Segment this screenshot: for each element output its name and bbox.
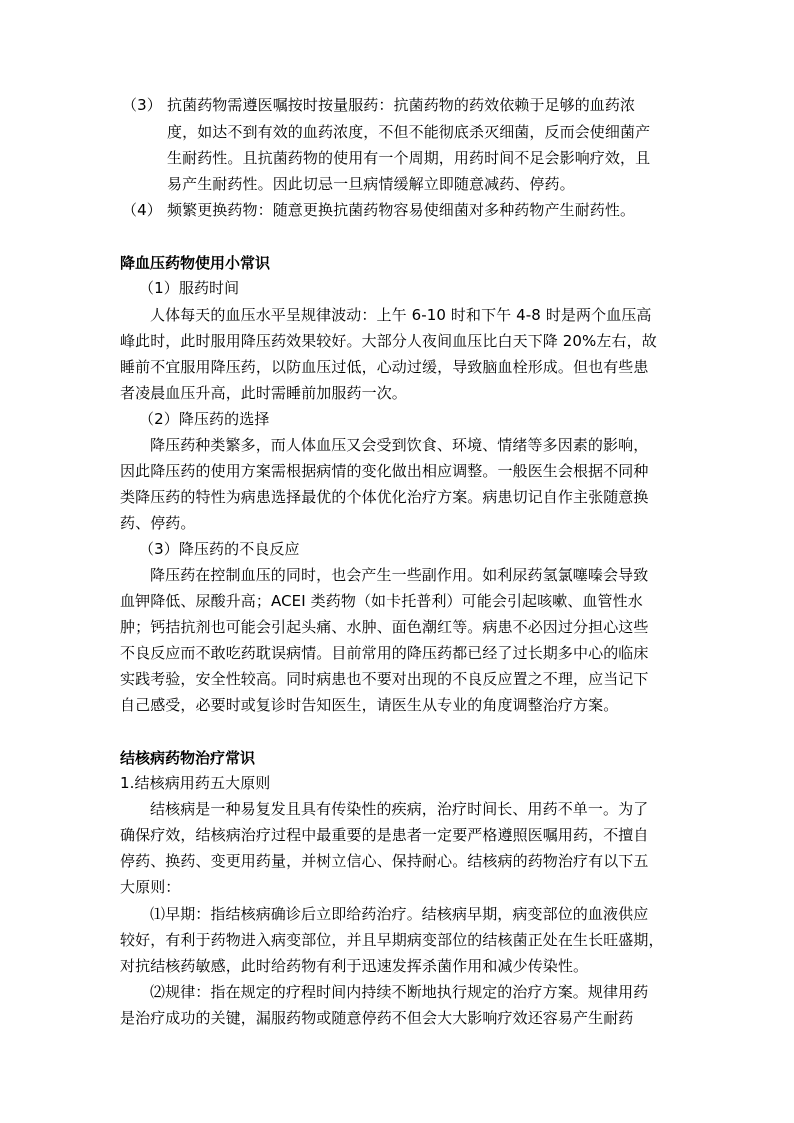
subsection-title: 1.结核病用药五大原则 [120, 774, 271, 792]
text-line: 大原则： [120, 878, 181, 896]
section-heading: 降血压药物使用小常识 [120, 254, 271, 272]
text-line: 类降压药的特性为病患选择最优的个体优化治疗方案。病患切记自作主张随意换 [120, 488, 649, 506]
text-line: 自己感受，必要时或复诊时告知医生，请医生从专业的角度调整治疗方案。 [120, 696, 619, 714]
text-line: 不良反应而不敢吃药耽误病情。目前常用的降压药都已经了过长期多中心的临床 [120, 644, 649, 662]
text-line: 易产生耐药性。因此切忌一旦病情缓解立即随意减药、停药。 [167, 175, 575, 193]
text-line: 峰此时，此时服用降压药效果较好。大部分人夜间血压比白天下降 20%左右，故 [120, 332, 657, 350]
text-line: 生耐药性。且抗菌药物的使用有一个周期，用药时间不足会影响疗效，且 [167, 149, 651, 167]
text-line: 者凌晨血压升高，此时需睡前加服药一次。 [120, 384, 407, 402]
subsection-title: （3）降压药的不良反应 [139, 540, 300, 558]
text-line: 度，如达不到有效的血药浓度，不但不能彻底杀灭细菌，反而会使细菌产 [167, 123, 651, 141]
text-line: 血钾降低、尿酸升高；ACEI 类药物（如卡托普利）可能会引起咳嗽、血管性水 [120, 592, 643, 610]
text-line: 药、停药。 [120, 514, 196, 532]
subsection-title: （2）降压药的选择 [139, 410, 270, 428]
text-line: 是治疗成功的关键，漏服药物或随意停药不但会大大影响疗效还容易产生耐药 [120, 1009, 634, 1027]
text-line: ⑵规律：指在规定的疗程时间内持续不断地执行规定的治疗方案。规律用药 [150, 983, 649, 1001]
text-line: 较好，有利于药物进入病变部位，并且早期病变部位的结核菌正处在生长旺盛期， [120, 931, 664, 949]
text-line: 睡前不宜服用降压药，以防血压过低，心动过缓，导致脑血栓形成。但也有些患 [120, 358, 649, 376]
subsection-title: （1）服药时间 [139, 279, 240, 297]
text-line: 肿；钙拮抗剂也可能会引起头痛、水肿、面色潮红等。病患不必因过分担心这些 [120, 618, 649, 636]
text-line: 降压药种类繁多，而人体血压又会受到饮食、环境、情绪等多因素的影响， [150, 436, 649, 454]
text-line: 人体每天的血压水平呈规律波动：上午 6-10 时和下午 4-8 时是两个血压高 [150, 306, 652, 324]
text-line: ⑴早期：指结核病确诊后立即给药治疗。结核病早期，病变部位的血液供应 [150, 905, 649, 923]
text-line: 结核病是一种易复发且具有传染性的疾病，治疗时间长、用药不单一。为了 [150, 800, 649, 818]
text-line: 实践考验，安全性较高。同时病患也不要对出现的不良反应置之不理，应当记下 [120, 670, 649, 688]
list-number: （4） [122, 201, 162, 219]
text-line: 降压药在控制血压的同时，也会产生一些副作用。如利尿药氢氯噻嗪会导致 [150, 566, 649, 584]
text-line: 因此降压药的使用方案需根据病情的变化做出相应调整。一般医生会根据不同种 [120, 462, 649, 480]
text-line: 确保疗效，结核病治疗过程中最重要的是患者一定要严格遵照医嘱用药，不擅自 [120, 826, 649, 844]
text-line: 对抗结核药敏感，此时给药物有利于迅速发挥杀菌作用和减少传染性。 [120, 957, 589, 975]
text-line: 抗菌药物需遵医嘱按时按量服药：抗菌药物的药效依赖于足够的血药浓 [167, 96, 636, 114]
text-line: 频繁更换药物：随意更换抗菌药物容易使细菌对多种药物产生耐药性。 [167, 201, 636, 219]
text-line: 停药、换药、变更用药量，并树立信心、保持耐心。结核病的药物治疗有以下五 [120, 852, 649, 870]
list-number: （3） [122, 96, 162, 114]
section-heading: 结核病药物治疗常识 [120, 749, 256, 767]
